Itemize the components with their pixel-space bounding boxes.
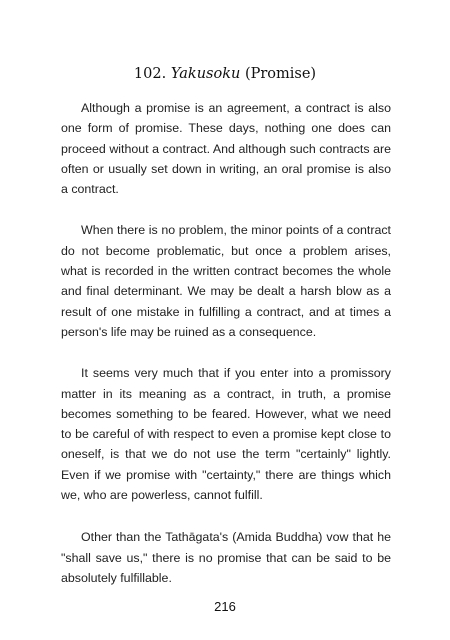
chapter-number: 102. (133, 66, 167, 82)
paragraph-4: Other than the Tathāgata's (Amida Buddha) vow that he "shall save us," there is no promise that can be said to be absolutely fulfillable. (61, 530, 391, 585)
body-text (61, 98, 391, 588)
paragraph-3: It seems very much that if you enter into a promissory matter in its meaning as a contract, in truth, a promise becomes something to be feared. However, what we need to be careful of with respect to even a promise kept close to oneself, is that we do not use the term "certainly" lightly. Even if we promise with "certainty," there are things which we, who are powerless, cannot fulfill. (61, 366, 391, 503)
chapter-title (0, 64, 450, 84)
chapter-term: Yakusoku (170, 66, 241, 82)
page-number: 216 (214, 599, 236, 614)
paragraph-2: When there is no problem, the minor points of a contract do not become problematic, but once a problem arises, what is recorded in the written contract becomes the whole and final determinant. We may be dealt a harsh blow as a result of one mistake in fulfilling a contract, and at times a person's life may be ruined as a consequence. (61, 223, 391, 339)
chapter-gloss: (Promise) (244, 66, 317, 82)
paragraph-1: Although a promise is an agreement, a contract is also one form of promise. These days, nothing one does can proceed without a contract. And although such contracts are often or usually set down in writing, an oral promise is also a contract. (61, 101, 391, 197)
